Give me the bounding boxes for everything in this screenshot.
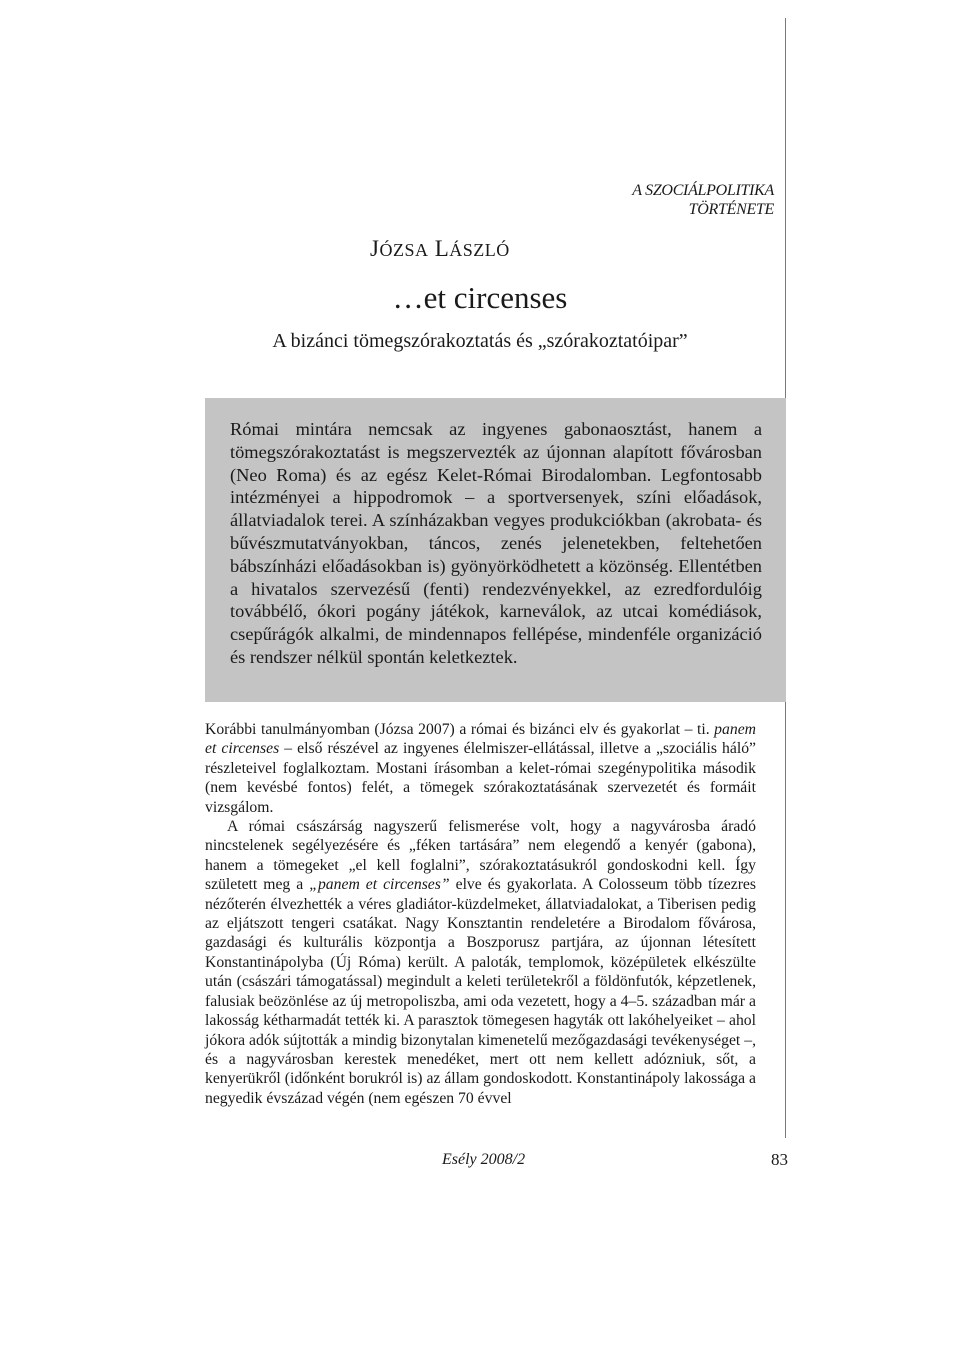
paragraph-1-start: Korábbi tanulmányomban (Józsa 2007) a római és bizánci elv és gyakorlat – ti. <box>205 721 715 738</box>
section-heading-line-2: TÖRTÉNETE <box>688 201 774 218</box>
section-heading <box>632 181 774 219</box>
author-rest-1: ÓZSA <box>379 240 429 260</box>
author-rest-2: ÁSZLÓ <box>449 240 510 260</box>
author-initial-1: J <box>370 236 380 261</box>
abstract-text: Római mintára nemcsak az ingyenes gabonaosztást, hanem a tömegszórakoztatást is megszervezték az újonnan alapított fővárosban (Neo Roma) és az egész Kelet-Római Birodalomban. Legfontosabb intézményei a hippodromok – a sportversenyek, színi előadások, állatviadalok terei. A színházakban vegyes produkciókban (akrobata- és bűvészmutatványokban, táncos, zenés jelenetekben, feltehetően bábszínházi előadásokban is) gyönyörködhetett a közönség. Ellentétben a hivatalos szervezésű (fenti) rendezvényekkel, az ezredfordulóig továbbélő, ókori pogány játékok, karneválok, az utcai komédiások, csepűrágók alkalmi, de mindennapos fellépése, mindenféle organizáció és rendszer nélkül spontán keletkeztek. <box>230 419 762 667</box>
paragraph-2-end: elve és gyakorlata. A Colosseum több tízezres nézőterén élvezhették a véres gladiátor-küzdelmeket, állatviadalokat, a Tiberisen pedig az eljátszott tengeri csatákat. Nagy Konsztantin rendeletére a Birodalom fővárosa, gazdasági és kulturális központja a Boszporusz partjára, az újonnan létesített Konstantinápolyba (Új Róma) került. A paloták, templomok, középületek elkészülte után (császári támogatással) megindult a keleti területekről a földönfutók, képzetlenek, falusiak beözönlése az új metropoliszba, ami oda vezetett, hogy a 4–5. században már a lakosság kétharmadát tették ki. A parasztok tömegesen hagyták ott lakóhelyeiket – ahol jókora adók sújtották a mindig bizonytalan kimenetelű mezőgazdasági tevékenységet –, és a nagyvárosban kerestek menedéket, mert ott nem kellett adózniuk, sőt, a kenyerükről (időnként borukról is) az állam gondoskodott. Konstantinápoly lakossága a negyedik évszázad végén (nem egészen 70 évvel <box>205 876 756 1107</box>
author-name <box>370 236 510 262</box>
paragraph-1 <box>205 720 756 817</box>
article-title: …et circenses <box>392 280 568 315</box>
body-text <box>205 720 756 1108</box>
page-number: 83 <box>771 1150 788 1169</box>
paragraph-1-end: – első részével az ingyenes élelmiszer-ellátással, illetve a „szociális háló” részleteivel foglalkoztam. Mostani írásomban a kelet-római szegénypolitika második (nem kevésbé fontos) felét, a tömegek szórakoztatásának szervezetét és formáit vizsgálom. <box>205 740 757 816</box>
article-subtitle: A bizánci tömegszórakoztatás és „szórakoztatóipar” <box>272 330 688 352</box>
section-heading-line-1: A SZOCIÁLPOLITIKA <box>632 182 774 199</box>
paragraph-1-italic: panem et circenses <box>205 721 756 758</box>
paragraph-2 <box>205 817 756 1108</box>
author-initial-2: L <box>434 236 450 261</box>
paragraph-2-italic: „panem et circenses” <box>309 876 450 894</box>
journal-name: Esély 2008/2 <box>442 1151 526 1168</box>
paragraph-2-start: A római császárság nagyszerű felismerése volt, hogy a nagyvárosba áradó nincstelenek segélyezésére és „féken tartására” nem elegendő a kenyér (gabona), hanem a tömegeket „el kell foglalni”, szórakoztatásukról gondoskodni kell. Így született meg a <box>205 818 756 894</box>
